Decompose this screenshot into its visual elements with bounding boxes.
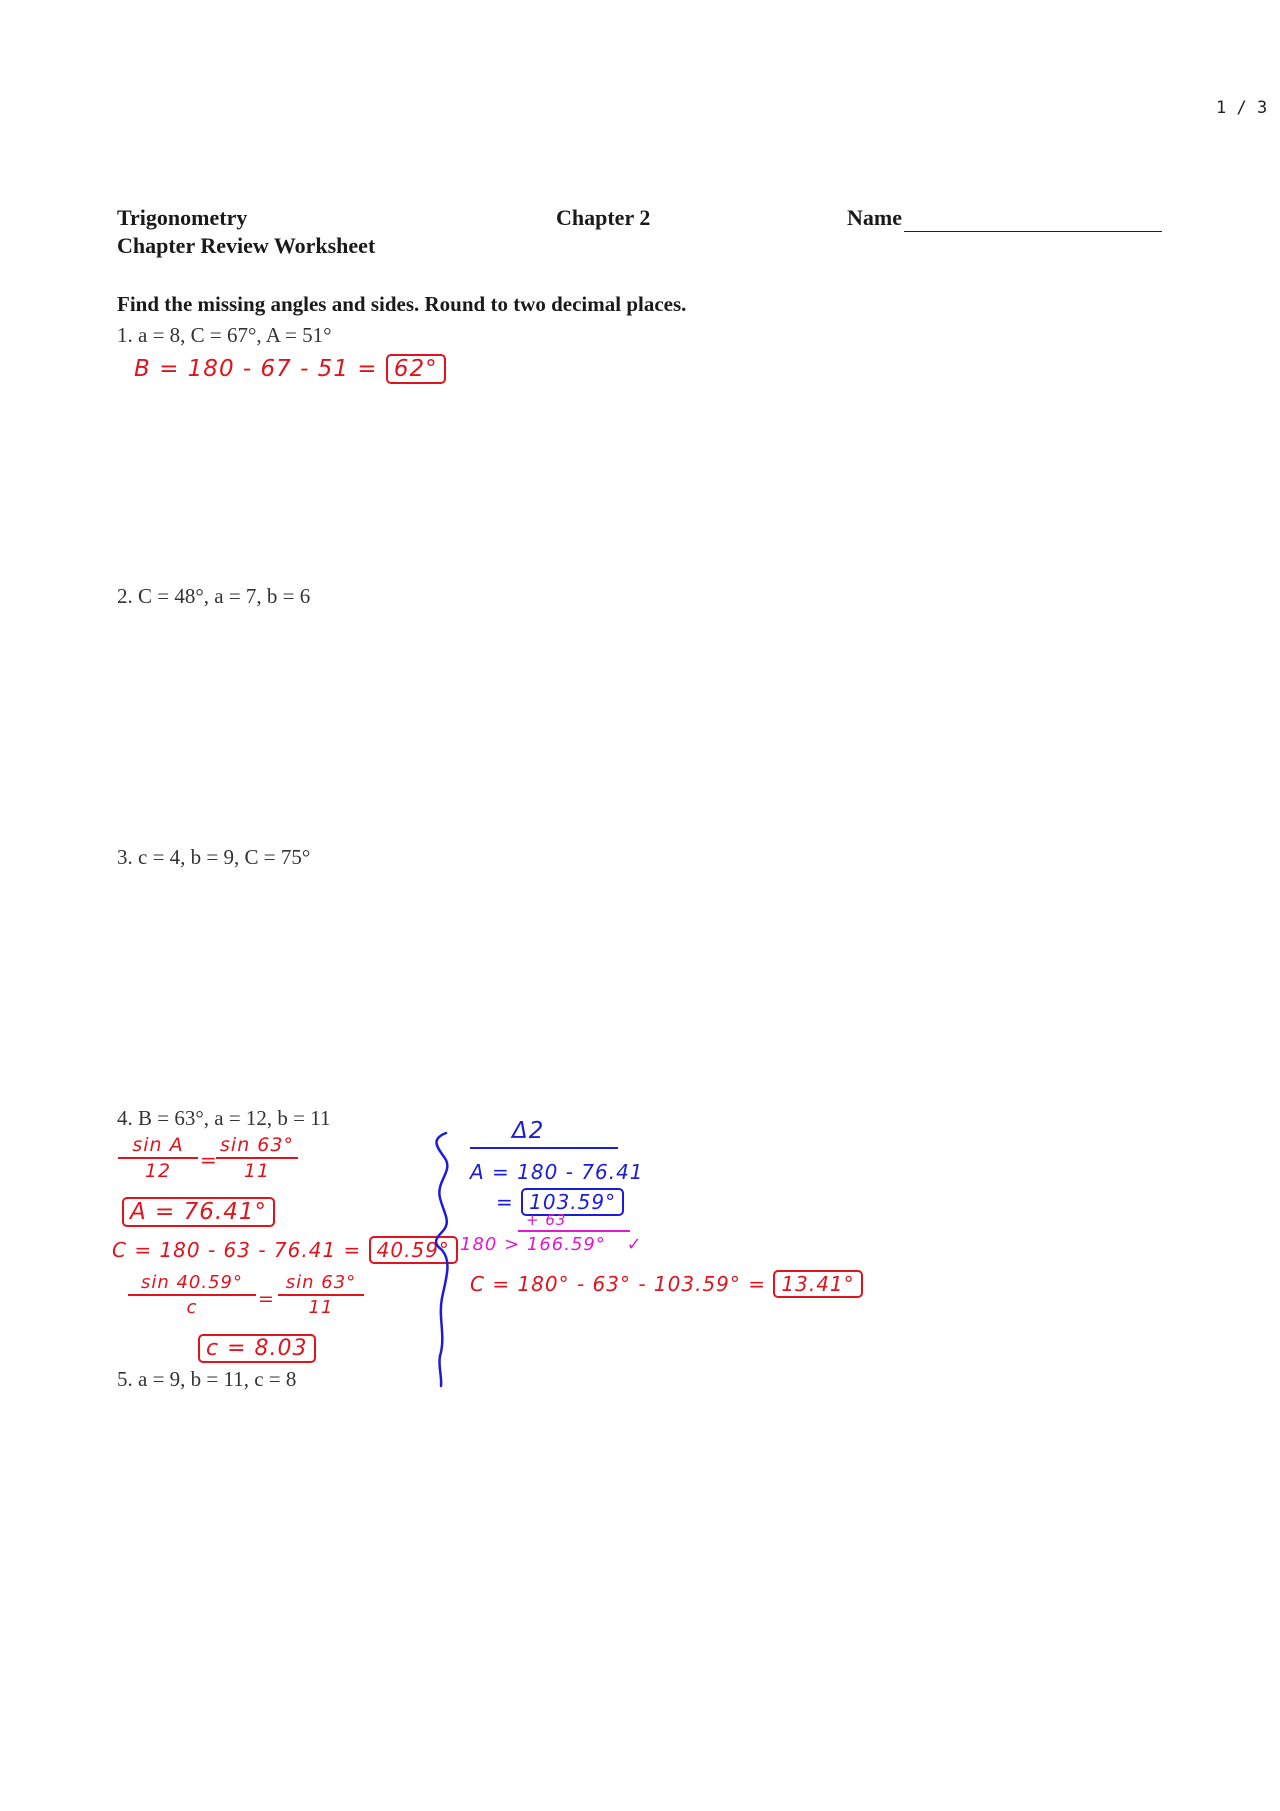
p4-case2-A-expression: A = 180 - 76.41 [470, 1160, 644, 1184]
problem-3: 3. c = 4, b = 9, C = 75° [117, 845, 311, 869]
p4-case2-check-expression: 180 > 166.59° [460, 1234, 606, 1255]
p4-ratio1-equals: = [200, 1148, 218, 1172]
checkmark-icon: ✓ [626, 1234, 643, 1255]
problem-1: 1. a = 8, C = 67°, A = 51° [117, 323, 332, 347]
p4-answer-A-box: A = 76.41° [122, 1197, 275, 1227]
p4-case2-check [460, 1234, 643, 1255]
p4-case2-C-answer-box: 13.41° [773, 1270, 862, 1298]
p4-case2-A-equals: = [496, 1190, 514, 1214]
p4-ratio2-rhs-den: 11 [308, 1297, 334, 1318]
p4-angle-c-expression: C = 180 - 63 - 76.41 = [112, 1238, 362, 1262]
p1-expression: B = 180 - 67 - 51 = [134, 356, 378, 382]
case2-underline [470, 1147, 618, 1149]
p4-ratio1-rhs-num: sin 63° [220, 1134, 294, 1156]
p4-ratio1-rhs-den: 11 [243, 1160, 271, 1182]
worksheet-subtitle: Chapter Review Worksheet [117, 233, 376, 258]
instructions: Find the missing angles and sides. Round to two decimal places. [117, 292, 687, 316]
p4-ratio2-equals: = [258, 1288, 275, 1310]
p1-answer-box: 62° [386, 354, 446, 384]
problem-4: 4. B = 63°, a = 12, b = 11 [117, 1106, 331, 1130]
p4-ratio1-lhs-den: 12 [144, 1160, 172, 1182]
p4-case2-C-expression: C = 180° - 63° - 103.59° = [470, 1272, 767, 1296]
p4-case2-A-answer-box: 103.59° [521, 1188, 624, 1216]
p4-case2-plus: + 63 [526, 1211, 567, 1229]
p4-case2-label: Δ2 [512, 1118, 545, 1144]
problem-5: 5. a = 9, b = 11, c = 8 [117, 1367, 297, 1391]
p4-case2-C-work [470, 1272, 863, 1296]
case2-sum-line [518, 1230, 630, 1232]
p4-ratio2-lhs-num: sin 40.59° [140, 1272, 244, 1293]
p4-ratio2-rhs-num: sin 63° [285, 1272, 357, 1293]
chapter-label: Chapter 2 [556, 205, 651, 230]
problem-2: 2. C = 48°, a = 7, b = 6 [117, 584, 311, 608]
p4-angle-c-answer-box: 40.59° [369, 1236, 458, 1264]
page-counter: 1 / 3 [1216, 98, 1268, 118]
p4-ratio1-lhs-num: sin A [132, 1134, 184, 1156]
p4-answer-c-box: c = 8.03 [198, 1334, 316, 1363]
name-label: Name [847, 205, 902, 230]
p4-ratio2-lhs-den: c [186, 1297, 198, 1318]
course-title: Trigonometry [117, 205, 248, 230]
